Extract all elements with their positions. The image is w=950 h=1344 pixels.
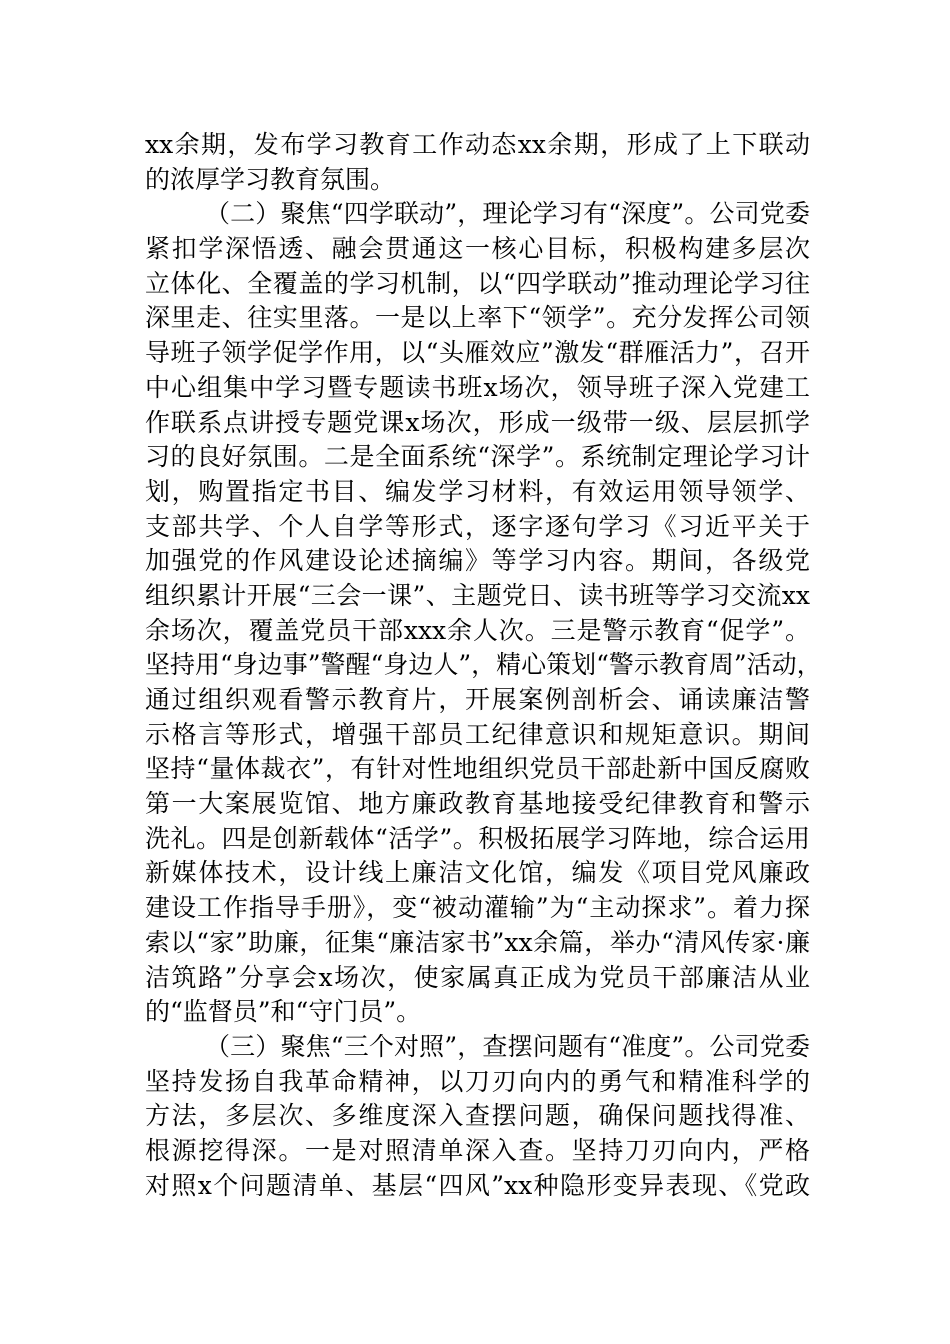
text-line: 余场次，覆盖党员干部xxx余人次。三是警示教育“促学”。 [145,615,810,645]
text-line: 新媒体技术，设计线上廉洁文化馆，编发《项目党风廉政 [145,858,810,888]
paragraph-heading-line: （二）聚焦“四学联动”，理论学习有“深度”。公司党委 [205,199,810,229]
text-line: 作联系点讲授专题党课x场次，形成一级带一级、层层抓学 [145,407,810,437]
text-line: 加强党的作风建设论述摘编》等学习内容。期间，各级党 [145,546,810,576]
text-line: 示格言等形式，增强干部员工纪律意识和规矩意识。期间 [145,719,810,749]
text-line: 通过组织观看警示教育片，开展案例剖析会、诵读廉洁警 [145,685,810,714]
text-line: 建设工作指导手册》，变“被动灌输”为“主动探求”。着力探 [145,893,810,923]
text-line: 洗礼。四是创新载体“活学”。积极拓展学习阵地，综合运用 [145,823,810,853]
text-line: 索以“家”助廉，征集“廉洁家书”xx余篇，举办“清风传家·廉 [145,927,810,957]
text-line: 的浓厚学习教育氛围。 [145,164,396,194]
paragraph-heading-line: （三）聚焦“三个对照”，查摆问题有“准度”。公司党委 [205,1031,810,1061]
text-line: 坚持“量体裁衣”，有针对性地组织党员干部赴新中国反腐败 [145,754,810,784]
text-line: 立体化、全覆盖的学习机制，以“四学联动”推动理论学习往 [145,268,810,298]
text-line: 的“监督员”和“守门员”。 [145,997,422,1027]
text-line: 习的良好氛围。二是全面系统“深学”。系统制定理论学习计 [145,442,810,472]
text-line: xx余期，发布学习教育工作动态xx余期，形成了上下联动 [145,130,810,159]
text-line: 洁筑路”分享会x场次，使家属真正成为党员干部廉洁从业 [145,962,810,992]
text-line: 方法，多层次、多维度深入查摆问题，确保问题找得准、 [145,1101,810,1131]
body-text [145,128,822,1203]
text-line: 组织累计开展“三会一课”、主题党日、读书班等学习交流xx [145,580,810,610]
text-line: 对照x个问题清单、基层“四风”xx种隐形变异表现、《党政 [145,1170,810,1200]
text-line: 划，购置指定书目、编发学习材料，有效运用领导领学、 [145,476,810,506]
text-line: 中心组集中学习暨专题读书班x场次，领导班子深入党建工 [145,372,810,402]
text-line: 根源挖得深。一是对照清单深入查。坚持刀刃向内，严格 [145,1135,810,1165]
text-line: 深里走、往实里落。一是以上率下“领学”。充分发挥公司领 [145,303,810,333]
text-line: 坚持发扬自我革命精神，以刀刃向内的勇气和精准科学的 [145,1066,810,1096]
text-line: 坚持用“身边事”警醒“身边人”，精心策划“警示教育周”活动， [145,650,822,680]
text-line: 第一大案展览馆、地方廉政教育基地接受纪律教育和警示 [145,789,810,819]
text-line: 导班子领学促学作用，以“头雁效应”激发“群雁活力”，召开 [145,338,810,368]
text-line: 支部共学、个人自学等形式，逐字逐句学习《习近平关于 [145,511,810,541]
text-line: 紧扣学深悟透、融会贯通这一核心目标，积极构建多层次 [145,234,810,264]
